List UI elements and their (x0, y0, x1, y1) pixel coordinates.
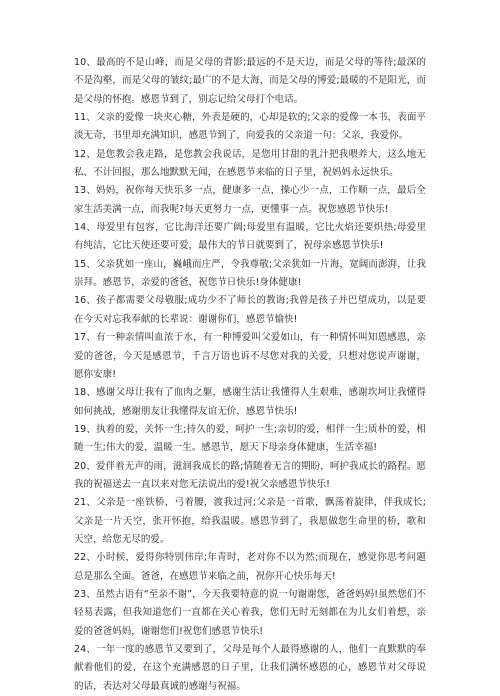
entry-14: 14、母爱里有包容，它比海洋还要广阔;母爱里有温暖，它比火焰还要炽热;母爱里有纯洁，它比天使还要可爱，最伟大的节日就要到了，祝母亲感恩节快乐! (74, 222, 426, 252)
entry-10: 10、最高的不是山峰，而是父母的背影;最远的不是天边，而是父母的等待;最深的不是沟壑，而是父母的皱纹;最广的不是大海，而是父母的博爱;最暖的不是阳光，而是父母的怀抱。感恩节到了，别忘记给父母打个电话。 (74, 57, 426, 105)
entry-12: 12、是您教会我走路，是您教会我说话，是您用甘甜的乳汁把我喂养大，这么地无私、不计回报，那么地默默无闻，在感恩节来临的日子里，祝妈妈永远快乐。 (74, 148, 426, 179)
entry-13: 13、妈妈，祝你每天快乐多一点，健康多一点，操心少一点，工作顺一点，最后全家生活美满一点，而我呢?每天更努力一点，更懂事一点。祝您感恩节快乐! (74, 185, 426, 215)
entry-16: 16、孩子都需要父母敬服;成功少不了师长的教诲;我曾是孩子并巴望成功，以是要在今天对忘我奉献的长辈说：谢谢你们，感恩节愉快! (74, 295, 426, 325)
entries-list (74, 54, 426, 696)
entry-11: 11、父亲的爱像一块夹心糖，外表是硬的，心却是软的;父亲的爱像一本书，表面平淡无奇，书里却充满知识，感恩节到了，向爱我的父亲道一句：父亲，我爱你。 (74, 112, 426, 142)
entry-20: 20、爱伴着无声的雨，滋润我成长的路;情随着无言的期盼，呵护我成长的路程。愿我的祝福送去一直以来对您无法说出的爱!祝父亲感恩节快乐! (74, 460, 426, 490)
entry-21: 21、父亲是一座铁桥，弓着腰，渡我过河;父亲是一首歌，飘荡着旋律，伴我成长;父亲是一片天空，张开怀抱，给我温暖。感恩节到了，我愿做您生命里的桥，歌和天空，给您无尽的爱。 (74, 497, 426, 545)
entry-22: 22、小时候，爱得你特别伟岸;年青时，老对你不以为然;而现在，感觉你思考问题总是那么全面。爸爸，在感恩节来临之前，祝你开心快乐每天! (74, 552, 426, 582)
entry-18: 18、感谢父母让我有了血肉之躯，感谢生活让我懂得人生艰难，感谢坎坷让我懂得如何挑战，感谢朋友让我懂得友谊无价，感恩节快乐! (74, 387, 426, 417)
entry-23: 23、虽然古语有“至亲不谢”，今天我要特意的说一句谢谢您，爸爸妈妈!虽然您们不轻易表露，但我知道您们一直都在关心着我，您们无时无刻都在为儿女们着想，亲爱的爸爸妈妈，谢谢您们!祝您们感恩节快乐! (74, 588, 426, 637)
entry-15: 15、父亲犹如一座山，巍峨而庄严，令我尊敬;父亲犹如一片海，宽阔而澎湃，让我崇拜。感恩节，亲爱的爸爸，祝您节日快乐!身体健康! (74, 258, 426, 289)
entry-17: 17、有一种亲情叫血浓于水，有一种博爱叫父爱如山，有一种情怀叫知恩感恩，亲爱的爸爸，今天是感恩节，千言万语也诉不尽您对我的关爱，只想对您说声谢谢，愿你安康! (74, 332, 426, 380)
entry-19: 19、执着的爱，关怀一生;持久的爱，呵护一生;亲切的爱，相伴一生;质朴的爱，相随一生;伟大的爱，温暖一生。感恩节，愿天下母亲身体健康，生活幸福! (74, 423, 426, 454)
entry-24: 24、一年一度的感恩节又要到了，父母是每个人最得感谢的人，他们一直默默的奉献着他们的爱，在这个充满感恩的日子里，让我们满怀感恩的心，感恩节对父母说的话，表达对父母最真诚的感谢与祝福。 (74, 644, 426, 692)
